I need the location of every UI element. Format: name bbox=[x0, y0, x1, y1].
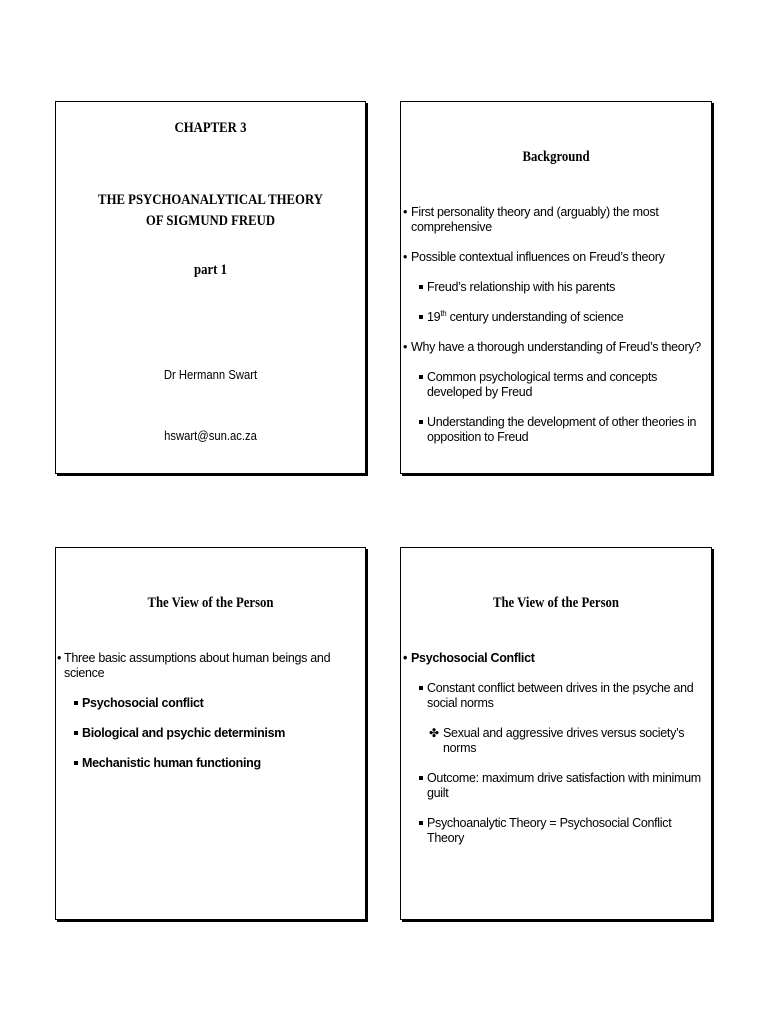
sub-bullet-item: 19th century understanding of science bbox=[401, 310, 705, 325]
author-name: Dr Hermann Swart bbox=[163, 368, 258, 382]
sub-bullet-item: Constant conflict between drives in the psyche and social norms bbox=[401, 681, 705, 711]
presentation-title bbox=[79, 190, 342, 232]
square-bullet-icon bbox=[419, 776, 423, 780]
title-line-2: OF SIGMUND FREUD bbox=[145, 213, 276, 229]
sub-bullet-item: Freud’s relationship with his parents bbox=[401, 280, 705, 295]
square-bullet-icon bbox=[419, 686, 423, 690]
diamond-bullet-icon: ✤ bbox=[429, 726, 439, 740]
sub-bullet-item: Understanding the development of other theories in opposition to Freud bbox=[401, 415, 705, 445]
square-bullet-icon bbox=[74, 701, 78, 705]
bullet-list bbox=[401, 205, 705, 460]
slide-title: The View of the Person bbox=[147, 595, 274, 611]
slide-background bbox=[400, 101, 712, 474]
sub-bullet-item: Psychosocial conflict bbox=[56, 696, 359, 711]
square-bullet-icon bbox=[419, 375, 423, 379]
sub-bullet-item: Mechanistic human functioning bbox=[56, 756, 359, 771]
square-bullet-icon bbox=[74, 731, 78, 735]
part-label: part 1 bbox=[194, 262, 227, 278]
chapter-heading: CHAPTER 3 bbox=[174, 120, 247, 136]
bullet-item: • Possible contextual influences on Freud’s theory bbox=[403, 250, 665, 264]
sub-bullet-item: Biological and psychic determinism bbox=[56, 726, 359, 741]
sub-bullet-item: Psychoanalytic Theory = Psychosocial Conflict Theory bbox=[401, 816, 705, 846]
slide-title-page bbox=[55, 101, 366, 474]
sub-sub-bullet-item: ✤ Sexual and aggressive drives versus society’s norms bbox=[429, 726, 685, 755]
bullet-list bbox=[401, 651, 705, 861]
slide-title: Background bbox=[522, 149, 590, 165]
slide-view-of-person-1 bbox=[55, 547, 366, 920]
bullet-list bbox=[56, 651, 359, 786]
slide-title: The View of the Person bbox=[492, 595, 620, 611]
author-email: hswart@sun.ac.za bbox=[164, 429, 257, 443]
bullet-item: • Three basic assumptions about human beings and science bbox=[57, 651, 331, 680]
slide-view-of-person-2 bbox=[400, 547, 712, 920]
square-bullet-icon bbox=[419, 315, 423, 319]
square-bullet-icon bbox=[74, 761, 78, 765]
square-bullet-icon bbox=[419, 821, 423, 825]
title-line-1: THE PSYCHOANALYTICAL THEORY bbox=[98, 192, 323, 208]
sub-bullet-item: Common psychological terms and concepts developed by Freud bbox=[401, 370, 705, 400]
sub-bullet-item: Outcome: maximum drive satisfaction with minimum guilt bbox=[401, 771, 705, 801]
bullet-item: • Why have a thorough understanding of Freud’s theory? bbox=[403, 340, 701, 354]
bullet-item: • First personality theory and (arguably) the most comprehensive bbox=[403, 205, 659, 234]
square-bullet-icon bbox=[419, 285, 423, 289]
bullet-item: • Psychosocial Conflict bbox=[403, 651, 535, 665]
square-bullet-icon bbox=[419, 420, 423, 424]
